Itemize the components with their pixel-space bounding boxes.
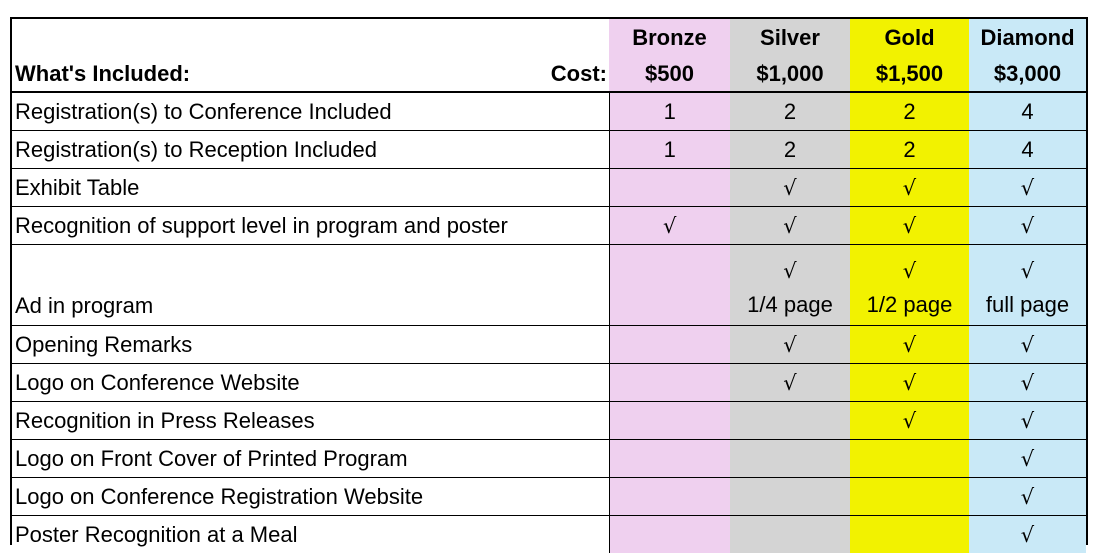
- check-mark-icon: √: [1020, 175, 1035, 200]
- tier-price-row: [12, 57, 1086, 92]
- cell-value: 1: [663, 98, 676, 124]
- tier-name-bronze: Bronze: [609, 19, 730, 57]
- table-row: [12, 364, 1086, 402]
- tier-cell-diamond: [969, 516, 1086, 554]
- tier-cell-diamond: [969, 92, 1086, 131]
- tier-cell-diamond: [969, 326, 1086, 364]
- cost-label: Cost:: [550, 61, 607, 86]
- features-header-cell: [12, 57, 609, 92]
- tier-cell-bronze: [609, 326, 730, 364]
- tier-cell-diamond: [969, 245, 1086, 326]
- tier-cell-bronze: [609, 245, 730, 326]
- tier-cell-silver: [730, 440, 850, 478]
- ad-size-label: 1/2 page: [866, 292, 953, 317]
- feature-label: Poster Recognition at a Meal: [12, 516, 609, 554]
- tier-price-silver: $1,000: [730, 57, 850, 92]
- check-mark-icon: √: [902, 259, 917, 283]
- tier-cell-silver: [730, 326, 850, 364]
- table-row: [12, 92, 1086, 131]
- tier-cell-gold: [850, 326, 969, 364]
- tier-cell-silver: [730, 92, 850, 131]
- feature-label: Logo on Conference Registration Website: [12, 478, 609, 516]
- tier-cell-gold: [850, 478, 969, 516]
- tier-name-gold: Gold: [850, 19, 969, 57]
- cell-value: 2: [783, 98, 797, 124]
- tier-cell-bronze: [609, 440, 730, 478]
- tier-cell-gold: [850, 169, 969, 207]
- tier-cell-silver: [730, 516, 850, 554]
- feature-label: Exhibit Table: [12, 169, 609, 207]
- tier-cell-diamond: [969, 131, 1086, 169]
- check-mark-icon: √: [1020, 259, 1035, 283]
- table-row: [12, 207, 1086, 245]
- ad-size-label: full page: [985, 292, 1070, 317]
- table-row: [12, 402, 1086, 440]
- tier-cell-diamond: [969, 207, 1086, 245]
- table-row: [12, 169, 1086, 207]
- tier-cell-bronze: [609, 402, 730, 440]
- check-mark-icon: √: [1020, 332, 1035, 357]
- feature-label: Logo on Conference Website: [12, 364, 609, 402]
- tier-cell-silver: [730, 478, 850, 516]
- check-mark-icon: √: [783, 259, 797, 283]
- check-mark-icon: √: [1020, 446, 1035, 471]
- tier-cell-bronze: [609, 131, 730, 169]
- features-title: What's Included:: [15, 61, 191, 86]
- tier-cell-gold: [850, 92, 969, 131]
- tier-cell-bronze: [609, 516, 730, 554]
- ad-size-label: 1/4 page: [747, 292, 833, 317]
- tier-cell-gold: [850, 131, 969, 169]
- table-row: [12, 326, 1086, 364]
- feature-label: Opening Remarks: [12, 326, 609, 364]
- sponsorship-table-sheet: [10, 17, 1088, 545]
- tier-name-diamond: Diamond: [969, 19, 1086, 57]
- check-mark-icon: √: [902, 370, 917, 395]
- check-mark-icon: √: [1020, 484, 1035, 509]
- tier-cell-bronze: [609, 92, 730, 131]
- tier-cell-silver: [730, 402, 850, 440]
- check-mark-icon: √: [783, 213, 797, 238]
- feature-label: Registration(s) to Reception Included: [12, 131, 609, 169]
- tier-cell-bronze: [609, 478, 730, 516]
- tier-cell-silver: [730, 364, 850, 402]
- tier-cell-diamond: [969, 364, 1086, 402]
- tier-cell-gold: [850, 245, 969, 326]
- tier-cell-gold: [850, 364, 969, 402]
- feature-rows: [12, 92, 1086, 553]
- header-blank-cell: [12, 19, 609, 57]
- feature-label: Ad in program: [12, 245, 609, 326]
- cell-value: 4: [1021, 98, 1034, 124]
- table-row: [12, 516, 1086, 554]
- tier-cell-silver: [730, 207, 850, 245]
- tier-price-bronze: $500: [609, 57, 730, 92]
- table-row: [12, 245, 1086, 326]
- sponsorship-levels-table: [12, 19, 1086, 553]
- feature-label: Logo on Front Cover of Printed Program: [12, 440, 609, 478]
- check-mark-icon: √: [1020, 213, 1035, 238]
- cell-value: 4: [1021, 136, 1034, 162]
- tier-cell-diamond: [969, 440, 1086, 478]
- check-mark-icon: √: [902, 213, 917, 238]
- tier-price-gold: $1,500: [850, 57, 969, 92]
- feature-label: Recognition in Press Releases: [12, 402, 609, 440]
- cell-value: 2: [903, 98, 916, 124]
- tier-cell-gold: [850, 402, 969, 440]
- tier-cell-bronze: [609, 207, 730, 245]
- table-row: [12, 440, 1086, 478]
- check-mark-icon: √: [1020, 370, 1035, 395]
- tier-price-diamond: $3,000: [969, 57, 1086, 92]
- tier-cell-gold: [850, 207, 969, 245]
- tier-cell-diamond: [969, 402, 1086, 440]
- tier-cell-silver: [730, 245, 850, 326]
- tier-cell-diamond: [969, 478, 1086, 516]
- feature-label: Recognition of support level in program and poster: [12, 207, 609, 245]
- tier-cell-bronze: [609, 169, 730, 207]
- check-mark-icon: √: [783, 370, 797, 395]
- cell-value: 2: [903, 136, 916, 162]
- check-mark-icon: √: [783, 175, 797, 200]
- check-mark-icon: √: [1020, 408, 1035, 433]
- check-mark-icon: √: [663, 213, 677, 238]
- check-mark-icon: √: [902, 332, 917, 357]
- tier-cell-gold: [850, 516, 969, 554]
- tier-name-row: [12, 19, 1086, 57]
- tier-cell-gold: [850, 440, 969, 478]
- tier-cell-diamond: [969, 169, 1086, 207]
- check-mark-icon: √: [902, 175, 917, 200]
- feature-label: Registration(s) to Conference Included: [12, 92, 609, 131]
- tier-cell-silver: [730, 131, 850, 169]
- cell-value: 1: [663, 136, 676, 162]
- table-row: [12, 478, 1086, 516]
- check-mark-icon: √: [902, 408, 917, 433]
- check-mark-icon: √: [1020, 522, 1035, 547]
- cell-value: 2: [783, 136, 797, 162]
- tier-cell-silver: [730, 169, 850, 207]
- check-mark-icon: √: [783, 332, 797, 357]
- tier-cell-bronze: [609, 364, 730, 402]
- table-row: [12, 131, 1086, 169]
- tier-name-silver: Silver: [730, 19, 850, 57]
